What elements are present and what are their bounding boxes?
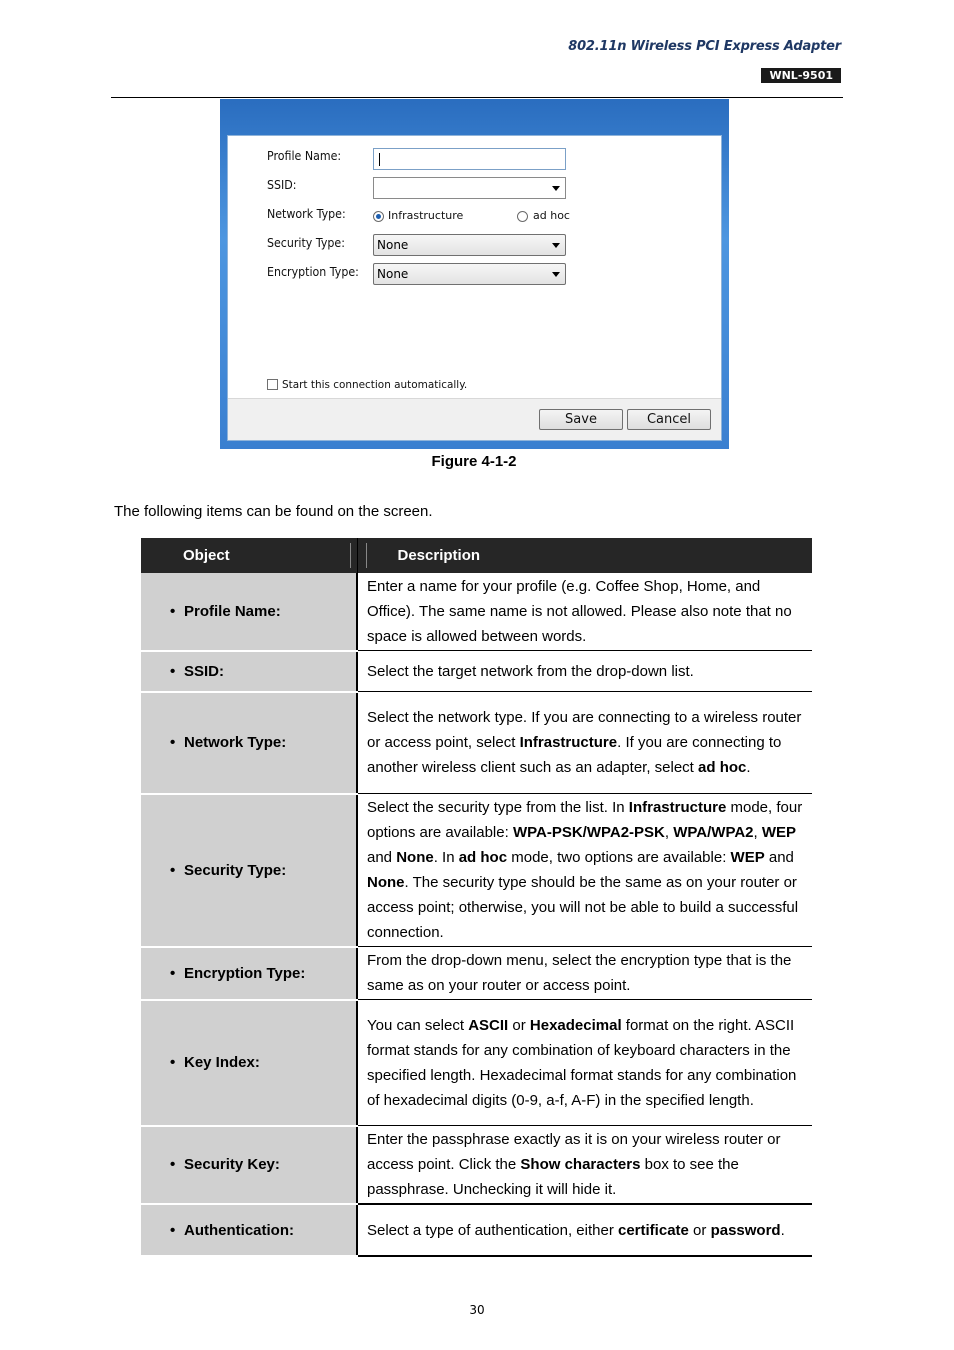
object-cell <box>141 651 357 692</box>
column-header-object: Object <box>141 538 357 573</box>
auto-connect-label: Start this connection automatically. <box>282 378 468 391</box>
table-row <box>141 1000 812 1126</box>
chevron-down-icon <box>552 272 560 277</box>
object-label: Key Index: <box>184 1054 260 1071</box>
infrastructure-radio[interactable] <box>373 211 384 222</box>
table-header <box>141 538 812 573</box>
object-cell <box>141 794 357 947</box>
dialog-footer <box>228 398 721 440</box>
column-header-description: Description <box>357 538 812 573</box>
security-type-value: None <box>377 238 409 252</box>
adhoc-label: ad hoc <box>533 209 570 222</box>
object-cell <box>141 573 357 651</box>
adhoc-radio[interactable] <box>517 211 528 222</box>
object-cell <box>141 1204 357 1256</box>
auto-connect-checkbox[interactable] <box>267 379 278 390</box>
text-caret <box>379 153 380 166</box>
security-type-select[interactable] <box>373 234 566 256</box>
table-row <box>141 794 812 947</box>
description-cell: Select a type of authentication, either certificate or password. <box>357 1204 812 1256</box>
page-number: 30 <box>469 1303 485 1317</box>
profile-name-input[interactable] <box>373 148 566 170</box>
network-type-label: Network Type: <box>267 207 346 221</box>
object-cell <box>141 1000 357 1126</box>
object-cell <box>141 692 357 794</box>
description-cell: Select the target network from the drop-down list. <box>357 651 812 692</box>
cancel-button[interactable]: Cancel <box>627 409 711 430</box>
description-cell: You can select ASCII or Hexadecimal format on the right. ASCII format stands for any combination of keyboard characters in the specified length. Hexadecimal format stands for any combination of hexadecimal digits (0-9, a-f, A-F) in the specified length. <box>357 1000 812 1126</box>
figure-caption: Figure 4-1-2 <box>431 453 517 470</box>
description-cell: From the drop-down menu, select the encryption type that is the same as on your router or access point. <box>357 947 812 1000</box>
table-row <box>141 1126 812 1205</box>
description-cell: Select the network type. If you are connecting to a wireless router or access point, select Infrastructure. If you are connecting to another wireless client such as an adapter, select ad hoc. <box>357 692 812 794</box>
table-row <box>141 1204 812 1256</box>
table-row <box>141 692 812 794</box>
chevron-down-icon <box>552 186 560 191</box>
dialog-body <box>227 135 722 441</box>
encryption-type-value: None <box>377 267 409 281</box>
object-label: Encryption Type: <box>184 964 306 982</box>
description-cell: Select the security type from the list. In Infrastructure mode, four options are available: WPA-PSK/WPA2-PSK, WPA/WPA2, WEP and None. In ad hoc mode, two options are available: WEP and None. The security type should be the same as on your router or access point; otherwise, you will not be able to build a successful connection. <box>357 794 812 947</box>
table-row <box>141 651 812 692</box>
object-cell <box>141 947 357 1000</box>
product-title: 802.11n Wireless PCI Express Adapter <box>568 39 841 54</box>
encryption-type-select[interactable] <box>373 263 566 285</box>
ssid-select[interactable] <box>373 177 566 199</box>
description-cell: Enter the passphrase exactly as it is on your wireless router or access point. Click the Show characters box to see the passphrase. Unchecking it will hide it. <box>357 1126 812 1205</box>
object-label: Security Type: <box>184 861 287 879</box>
items-table <box>141 538 812 1257</box>
table-row <box>141 947 812 1000</box>
profile-name-label: Profile Name: <box>267 149 342 163</box>
object-label: SSID: <box>184 662 225 680</box>
model-badge: WNL-9501 <box>761 68 841 83</box>
security-type-label: Security Type: <box>267 236 345 250</box>
save-button[interactable]: Save <box>539 409 623 430</box>
profile-dialog-screenshot <box>220 99 729 449</box>
description-cell: Enter a name for your profile (e.g. Coffee Shop, Home, and Office). The same name is not allowed. Please also note that no space is allowed between words. <box>357 573 812 651</box>
object-label: Authentication: <box>184 1221 294 1239</box>
ssid-label: SSID: <box>267 178 297 192</box>
infrastructure-label: Infrastructure <box>388 209 464 222</box>
object-label: Network Type: <box>184 734 287 751</box>
chevron-down-icon <box>552 243 560 248</box>
intro-text: The following items can be found on the screen. <box>114 503 433 520</box>
table-row <box>141 573 812 651</box>
object-label: Profile Name: <box>184 602 281 620</box>
encryption-type-label: Encryption Type: <box>267 265 359 279</box>
header-divider <box>111 97 843 98</box>
object-label: Security Key: <box>184 1156 280 1174</box>
object-cell <box>141 1126 357 1205</box>
